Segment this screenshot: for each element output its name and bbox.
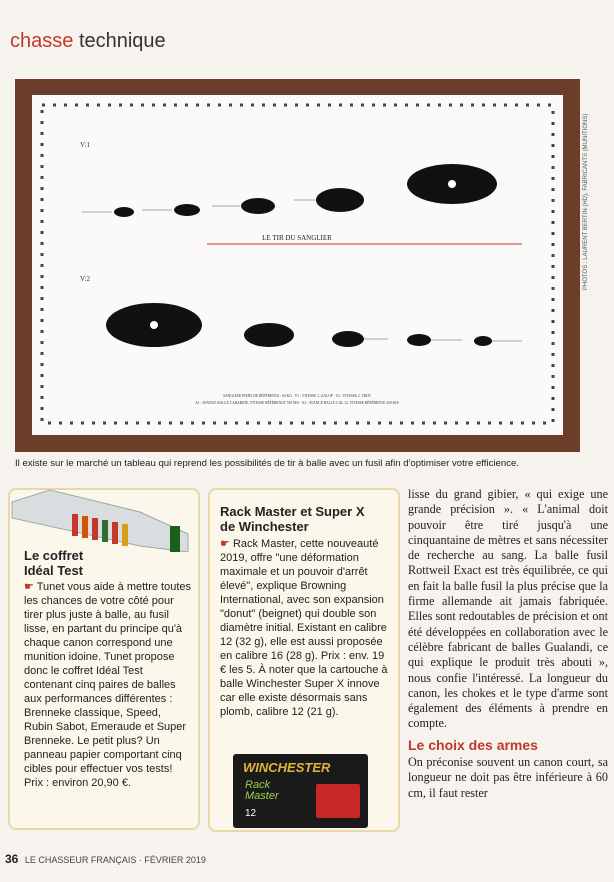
boar-silhouette — [474, 336, 522, 346]
winchester-product-box — [233, 754, 368, 828]
boar-silhouette — [407, 334, 462, 346]
section-header — [10, 30, 166, 53]
section-name-chasse: chasse — [10, 30, 74, 52]
sidebar-box-ideal-test — [8, 488, 200, 830]
publication-name: LE CHASSEUR FRANÇAIS · FÉVRIER 2019 — [24, 855, 206, 865]
row1-boars — [82, 164, 497, 217]
target-board-paper — [32, 95, 563, 435]
box1-title — [24, 548, 192, 578]
box2-body — [220, 537, 390, 719]
box2-title-line2: de Winchester — [220, 519, 309, 534]
rack-master-line1: Rack — [245, 779, 271, 791]
row2-boars — [106, 303, 522, 347]
target-board-drawing — [32, 95, 563, 435]
boar-silhouette — [407, 164, 497, 204]
photo-credit: PHOTOS : LAURENT BERTIN (HD), FABRICANTS (MUNITIONS) — [583, 113, 589, 290]
article-subheading: Le choix des armes — [408, 736, 538, 753]
article-paragraph-1: lisse du grand gibier, « qui exige une grande précision ». « L'animal doit pouvoir être tiré jusqu'à une cinquantaine de mètres et sans nécessiter de recherche au sang. La balle fusil Rottweil Exact est très équilibrée, ce qui en fait la balle fusil la plus précise que la firme allemande ait jamais fabriquée. Elles sont redoutables de précision et ont été développées en collaboration avec le célèbre fabricant de balles Gualandi, ce qui explique le produit très abouti », nous confie l'intéressé. La longueur du canon, les chokes et le type d'arme sont également des éléments à prendre en compte. — [408, 487, 608, 731]
boar-silhouette — [294, 188, 364, 212]
boar-silhouette — [332, 331, 388, 347]
caliber-label: 12 — [245, 808, 257, 819]
arrow-icon: ☛ — [220, 538, 230, 550]
board-title: LE TIR DU SANGLIER — [262, 234, 332, 242]
row1-label: V:1 — [80, 141, 90, 149]
product-graphic — [316, 784, 360, 818]
ammo-case-image — [10, 482, 198, 552]
rack-master-line2: Master — [245, 790, 279, 802]
boar-silhouette — [212, 198, 275, 214]
box2-title — [220, 504, 390, 534]
box1-title-line2: Idéal Test — [24, 563, 84, 578]
board-note-1: SANGLIER POIDS DE RÉFÉRENCE : 60 KG · V1 : VITESSE 1, GALOP · V2 : VITESSE 2, TROT — [223, 394, 371, 398]
track-border — [42, 105, 553, 423]
article-paragraph-2: On préconise souvent un canon court, sa longueur ne doit pas être inférieure à 60 cm, il faut rester — [408, 755, 608, 800]
box1-title-line1: Le coffret — [24, 548, 84, 563]
arrow-icon: ☛ — [24, 581, 34, 593]
article-column — [408, 487, 608, 801]
page-footer — [5, 852, 206, 866]
row2-label: V:2 — [80, 275, 90, 283]
box1-body-text: Tunet vous aide à mettre toutes les chances de votre côté pour tirer plus juste à balle, au fusil lisse, en partant du principe qu'à chaque canon correspond une munition idoine. Tunet propose donc le coffret Idéal Test contenant cinq paires de balles aux performances différentes : Brenneke classique, Speed, Rubin Sabot, Emeraude et Super Brenneke. Le petit plus? Un panneau papier comportant cinq cibles pour effectuer vos tests! Prix : environ 20,90 €. — [24, 581, 192, 789]
boar-silhouette — [142, 204, 200, 216]
winchester-brand: WINCHESTER — [243, 760, 331, 775]
rack-master-logo — [245, 780, 279, 802]
box1-body — [24, 580, 192, 790]
page-number: 36 — [5, 852, 19, 866]
box2-title-line1: Rack Master et Super X — [220, 504, 365, 519]
board-note-2: A1 : AVANCE BALLE CARABINE, VITESSE RÉFÉRENCE 760 M/S · A2 : AVANCE BALLE CAL 12, VITESSE RÉFÉRENCE 430 M/S — [195, 401, 399, 405]
boar-silhouette — [82, 207, 134, 217]
target-board-photo — [15, 79, 580, 452]
photo-caption: Il existe sur le marché un tableau qui reprend les possibilités de tir à balle avec un fusil afin d'optimiser votre efficience. — [15, 458, 519, 469]
box2-body-text: Rack Master, cette nouveauté 2019, offre "une déformation maximale et un pouvoir d'arrêt élevé", explique Browning International, avec son expansion "donut" (beignet) qui double son diamètre initial. Existant en calibre 12 (32 g), elle est aussi proposée en calibre 16 (28 g). Prix : env. 19 € les 5. À noter que la cartouche à balle Winchester Super X innove car elle existe désormais sans plomb, calibre 12 (21 g). — [220, 538, 388, 718]
section-name-technique: technique — [78, 30, 166, 52]
boar-silhouette — [106, 303, 202, 347]
boar-silhouette — [244, 323, 294, 347]
